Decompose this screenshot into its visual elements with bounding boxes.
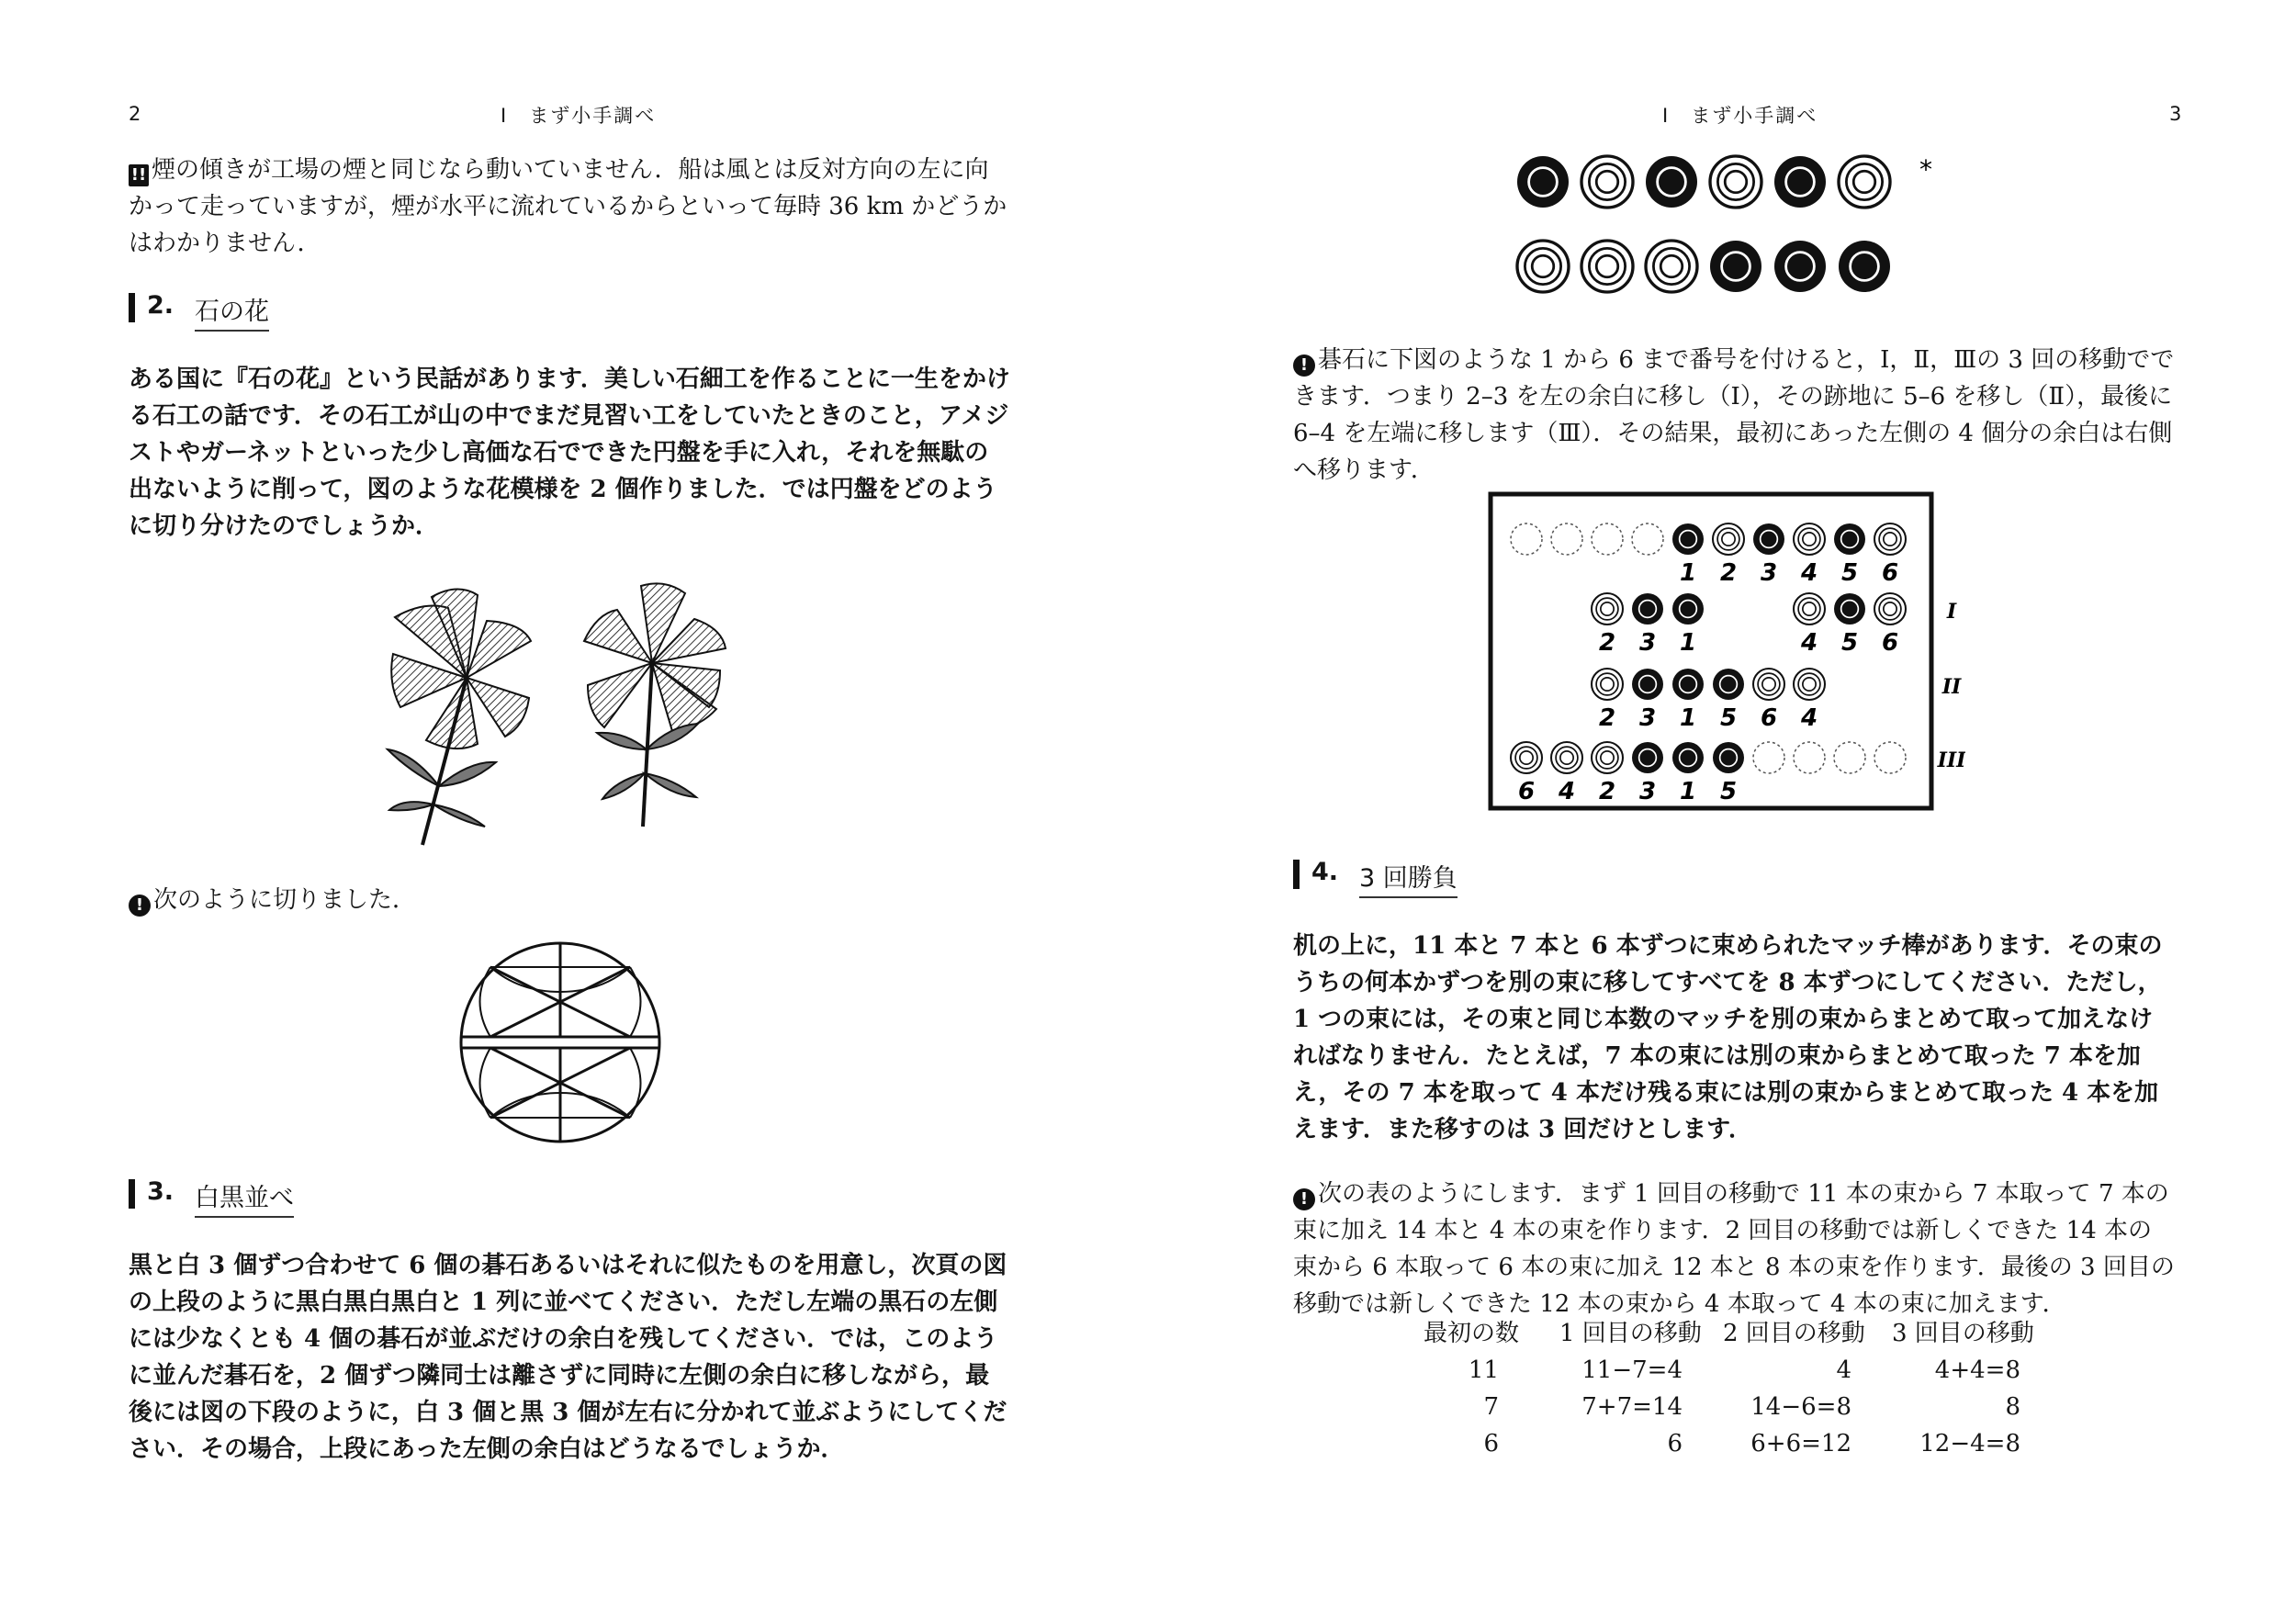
heading-bar <box>129 1179 135 1209</box>
move-diagram <box>1488 491 1965 813</box>
section-4-answer <box>1293 1176 2175 1322</box>
stone-number-label: 4 <box>1558 778 1576 805</box>
black-stone-icon <box>1834 523 1865 555</box>
empty-slot-icon <box>1794 742 1825 773</box>
stone-number-label: 6 <box>1760 704 1778 732</box>
table-cell: 12−4=8 <box>1919 1430 2020 1457</box>
stone-number-label: 5 <box>1840 559 1859 587</box>
stone-number-label: 3 <box>1760 559 1778 587</box>
answer-mark-icon: !! <box>129 164 149 186</box>
answer-mark-icon: ! <box>1293 1188 1315 1210</box>
black-stone-icon <box>1834 593 1865 625</box>
white-stone-icon <box>1511 742 1542 773</box>
answer-3-paragraph <box>1293 342 2175 489</box>
white-stone-icon <box>1710 156 1761 208</box>
answer-1-text: 煙の傾きが工場の煙と同じなら動いていません．船は風とは反対方向の左に向かって走っていますが，煙が水平に流れているからといって毎時 36 km かどうかはわかりません． <box>129 156 1007 257</box>
white-stone-icon <box>1551 742 1582 773</box>
section-4-answer-text: 次の表のようにします．まず 1 回目の移動で 11 本の束から 7 本取って 7 本の束に加え 14 本と 4 本の束を作ります．2 回目の移動では新しくできた 14 本の束から 6 本取って 6 本の束に加え 12 本と 8 本の束を作ります．最後の 3 回目の移動では新しくできた 12 本の束から 4 本取って 4 本の束に加えます． <box>1293 1180 2175 1318</box>
section-2-answer-text: 次のように切りました． <box>153 886 417 914</box>
black-stone-icon <box>1672 742 1704 773</box>
black-stone-icon <box>1713 669 1744 700</box>
section-2-question: ある国に『石の花』という民話があります．美しい石細工を作ることに一生をかける石工の話です．その石工が山の中でまだ見習い工をしていたときのこと，アメジストやガーネットといった少し高価な石でできた円盤を手に入れ，それを無駄の出ないように削って，図のような花模様を 2 個作りました．では円盤をどのように切り分けたのでしょうか． <box>129 366 1010 540</box>
white-stone-icon <box>1874 593 1906 625</box>
section-3-question: 黒と白 3 個ずつ合わせて 6 個の碁石あるいはそれに似たものを用意し，次頁の図の上段のように黒白黒白黒白と 1 列に並べてください．ただし左端の黒石の左側には少なくとも 4 個の碁石が並ぶだけの余白を残してください．では，このように並んだ碁石を，2 個ずつ隣同士は離さずに同時に左側の余白に移しながら，最後には図の下段のように，白 3 個と黒 3 個が左右に分かれて並ぶようにしてください．その場合，上段にあった左側の余白はどうなるでしょうか． <box>129 1252 1007 1463</box>
stone-number-label: 6 <box>1881 629 1899 657</box>
empty-slot-icon <box>1753 742 1784 773</box>
black-stone-icon <box>1632 669 1663 700</box>
stone-number-label: 2 <box>1598 704 1616 732</box>
empty-slot-icon <box>1834 742 1865 773</box>
disc-cut-figure <box>455 937 666 1148</box>
white-stone-icon <box>1592 742 1623 773</box>
table-cell: 7+7=14 <box>1581 1393 1683 1421</box>
stone-number-label: 1 <box>1679 629 1697 657</box>
table-cell: 11 <box>1468 1356 1499 1384</box>
table-header-row <box>1385 1315 2065 1352</box>
stone-number-label: 5 <box>1719 778 1738 805</box>
table-cell: 11−7=4 <box>1581 1356 1683 1384</box>
black-stone-icon <box>1632 742 1663 773</box>
black-stone-icon <box>1517 156 1569 208</box>
empty-slot-icon <box>1592 523 1623 555</box>
stone-rows <box>1517 156 1890 292</box>
white-stone-icon <box>1581 156 1633 208</box>
stone-number-label: 1 <box>1679 704 1697 732</box>
stone-number-label: 3 <box>1638 629 1657 657</box>
table-cell: 6 <box>1667 1430 1683 1457</box>
table-header: 2 回目の移動 <box>1723 1320 1865 1347</box>
black-stone-icon <box>1672 669 1704 700</box>
asterisk-mark: * <box>1919 154 1932 185</box>
heading-bar <box>129 293 135 322</box>
black-stone-icon <box>1753 523 1784 555</box>
white-stone-icon <box>1646 241 1697 292</box>
flower-2-icon <box>584 583 726 827</box>
move-step-label: I <box>1946 600 1957 624</box>
black-stone-icon <box>1839 241 1890 292</box>
answer-mark-icon: ! <box>129 895 151 917</box>
section-title: 石の花 <box>195 291 269 332</box>
stone-number-label: 3 <box>1638 704 1657 732</box>
white-stone-icon <box>1794 593 1825 625</box>
table-row <box>1385 1425 2065 1462</box>
table-row <box>1385 1389 2065 1425</box>
black-stone-icon <box>1672 593 1704 625</box>
black-stone-icon <box>1774 156 1826 208</box>
stone-number-label: 2 <box>1598 778 1616 805</box>
black-stone-icon <box>1646 156 1697 208</box>
table-cell: 8 <box>2005 1393 2020 1421</box>
section-number: 3. <box>147 1177 174 1206</box>
table-cell: 4+4=8 <box>1934 1356 2020 1384</box>
diagram-rows <box>1511 523 1965 805</box>
white-stone-icon <box>1794 523 1825 555</box>
black-stone-icon <box>1774 241 1826 292</box>
stone-flower-figure <box>367 569 735 854</box>
section-number: 4. <box>1311 858 1339 886</box>
move-step-label: III <box>1937 748 1965 772</box>
empty-slot-icon <box>1632 523 1663 555</box>
stone-rows-figure <box>1515 147 1938 294</box>
white-stone-icon <box>1713 523 1744 555</box>
table-cell: 6 <box>1483 1430 1499 1457</box>
table-cell: 7 <box>1483 1393 1499 1421</box>
table-header: 3 回目の移動 <box>1892 1320 2034 1347</box>
empty-slot-icon <box>1551 523 1582 555</box>
heading-bar <box>1293 860 1300 889</box>
section-2-heading <box>129 289 588 326</box>
section-3-heading <box>129 1176 588 1212</box>
stone-number-label: 4 <box>1800 704 1818 732</box>
black-stone-icon <box>1713 742 1744 773</box>
section-title: 3 回勝負 <box>1359 858 1458 898</box>
running-head: Ⅰ まず小手調べ <box>1662 105 1818 127</box>
white-stone-icon <box>1874 523 1906 555</box>
page-number: 2 <box>129 103 141 125</box>
black-stone-icon <box>1710 241 1761 292</box>
stone-number-label: 1 <box>1679 559 1697 587</box>
stone-number-label: 6 <box>1881 559 1899 587</box>
answer-3-text: 碁石に下図のような 1 から 6 まで番号を付けると，Ⅰ，Ⅱ，Ⅲの 3 回の移動でできます．つまり 2–3 を左の余白に移し（Ⅰ），その跡地に 5–6 を移し（Ⅱ），最後に 6–4 を左端に移します（Ⅲ）．その結果，最初にあった左側の 4 個分の余白は右側へ移ります． <box>1293 346 2175 484</box>
table-cell: 4 <box>1836 1356 1851 1384</box>
moves-table <box>1385 1315 2065 1462</box>
table-header: 最初の数 <box>1424 1320 1520 1347</box>
stone-number-label: 3 <box>1638 778 1657 805</box>
stone-number-label: 5 <box>1719 704 1738 732</box>
black-stone-icon <box>1672 523 1704 555</box>
move-step-label: II <box>1941 675 1962 699</box>
empty-slot-icon <box>1874 742 1906 773</box>
stone-number-label: 2 <box>1719 559 1738 587</box>
running-head: Ⅰ まず小手調べ <box>501 105 657 127</box>
white-stone-icon <box>1794 669 1825 700</box>
stone-number-label: 4 <box>1800 559 1818 587</box>
table-row <box>1385 1352 2065 1389</box>
white-stone-icon <box>1592 593 1623 625</box>
table-cell: 6+6=12 <box>1750 1430 1851 1457</box>
page-number: 3 <box>2169 103 2182 125</box>
section-4-heading <box>1293 856 1752 893</box>
table-header: 1 回目の移動 <box>1559 1320 1702 1347</box>
section-4-question: 机の上に，11 本と 7 本と 6 本ずつに束められたマッチ棒があります．その束のうちの何本かずつを別の束に移してすべてを 8 本ずつにしてください．ただし，1 つの束には，その束と同じ本数のマッチを別の束からまとめて取って加えなければなりません．たとえば，7 本の束には別の束からまとめて取った 7 本を加え，その 7 本を取って 4 本だけ残る束には別の束からまとめて取った 4 本を加えます．また移すのは 3 回だけとします． <box>1293 932 2163 1143</box>
stone-number-label: 4 <box>1800 629 1818 657</box>
white-stone-icon <box>1581 241 1633 292</box>
white-stone-icon <box>1517 241 1569 292</box>
section-title: 白黒並べ <box>195 1177 294 1218</box>
stone-number-label: 6 <box>1517 778 1536 805</box>
white-stone-icon <box>1592 669 1623 700</box>
flower-1-icon <box>388 589 531 845</box>
stone-number-label: 2 <box>1598 629 1616 657</box>
answer-1-paragraph <box>129 152 1010 262</box>
stone-number-label: 1 <box>1679 778 1697 805</box>
empty-slot-icon <box>1511 523 1542 555</box>
black-stone-icon <box>1632 593 1663 625</box>
section-2-answer <box>129 882 1010 918</box>
answer-mark-icon: ! <box>1293 354 1315 377</box>
white-stone-icon <box>1753 669 1784 700</box>
white-stone-icon <box>1839 156 1890 208</box>
table-cell: 14−6=8 <box>1750 1393 1851 1421</box>
stone-number-label: 5 <box>1840 629 1859 657</box>
section-number: 2. <box>147 291 174 320</box>
